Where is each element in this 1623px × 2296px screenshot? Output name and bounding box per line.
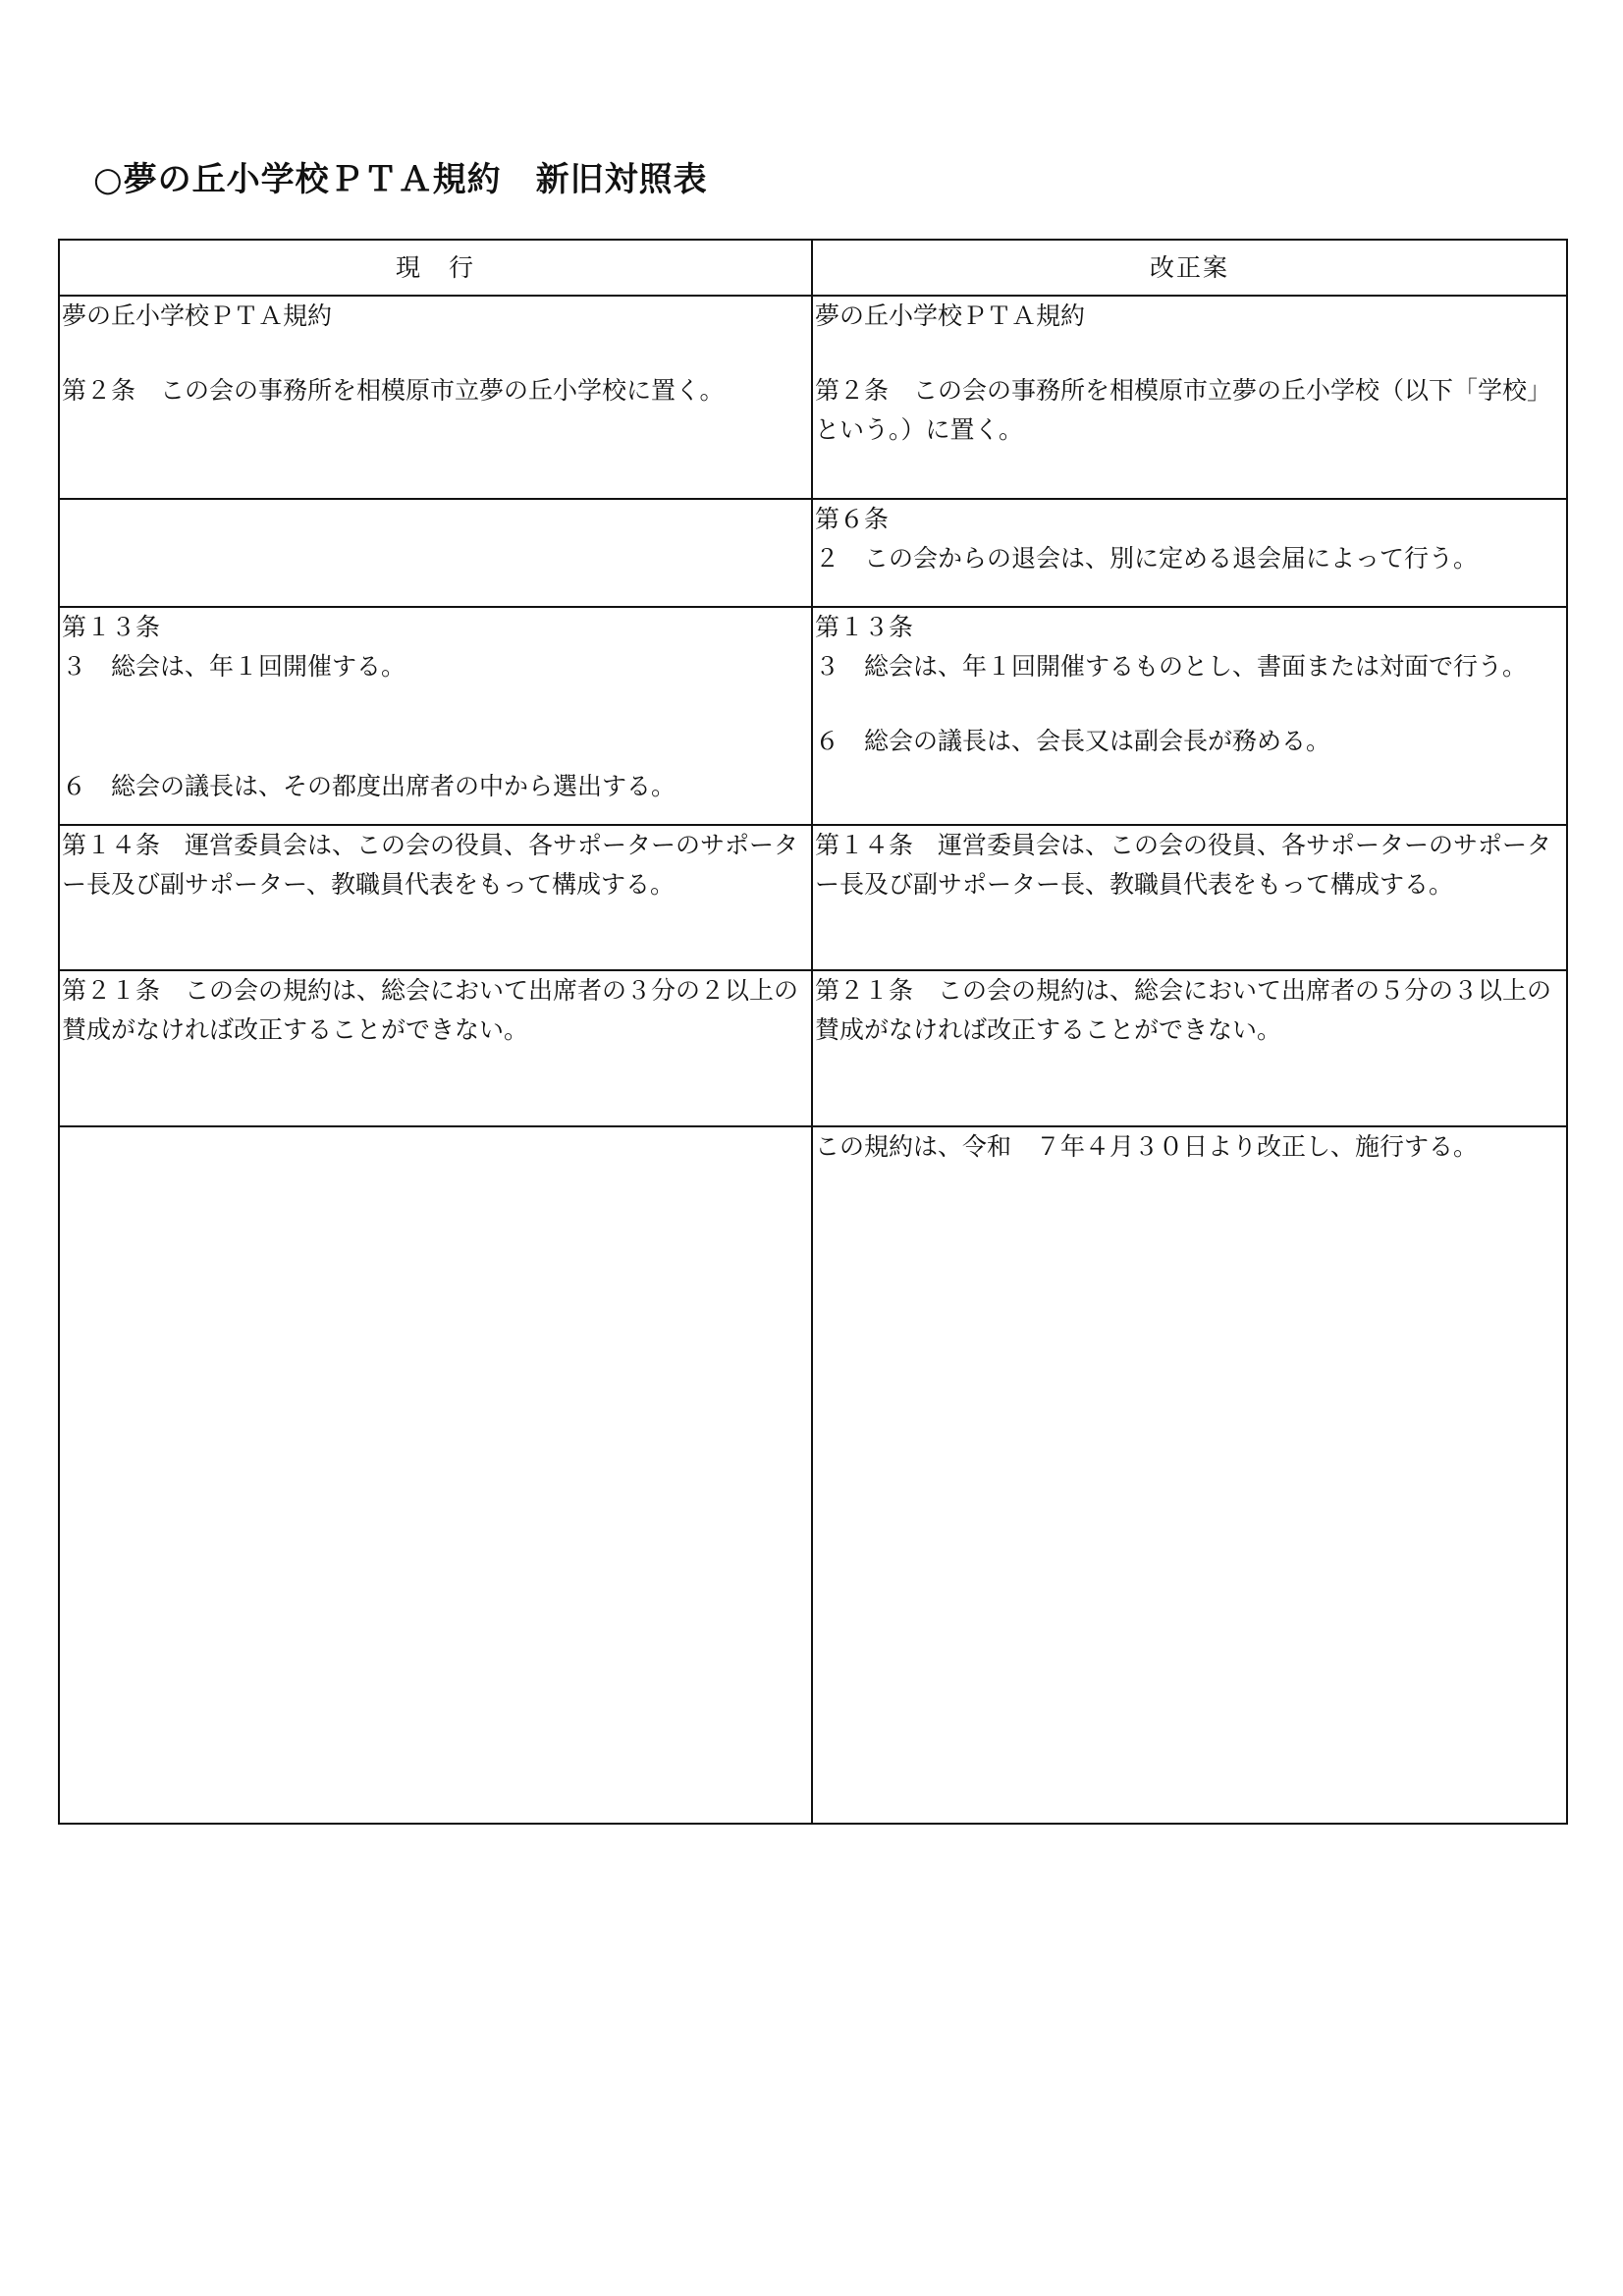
revised-article-13-clause-6: ６ 総会の議長は、会長又は副会長が務める。 (815, 727, 1331, 755)
revised-article-2: 第２条 この会の事務所を相模原市立夢の丘小学校（以下「学校」という。）に置く。 (815, 376, 1552, 444)
revised-article-6-clause-2: ２ この会からの退会は、別に定める退会届によって行う。 (815, 544, 1479, 573)
current-cell (59, 825, 812, 970)
revised-cell (812, 970, 1567, 1126)
revised-article-21: 第２１条 この会の規約は、総会において出席者の５分の３以上の賛成がなければ改正することができない。 (815, 976, 1552, 1044)
current-rules-title: 夢の丘小学校ＰＴＡ規約 (62, 301, 333, 330)
current-cell (59, 499, 812, 607)
current-article-13-heading: 第１３条 (62, 613, 161, 641)
current-article-14: 第１４条 運営委員会は、この会の役員、各サポーターのサポーター長及び副サポーター、教職員代表をもって構成する。 (62, 831, 799, 899)
current-cell (59, 296, 812, 499)
table-row (59, 296, 1567, 499)
table-header-row (59, 240, 1567, 296)
current-article-2: 第２条 この会の事務所を相模原市立夢の丘小学校に置く。 (62, 376, 725, 405)
revised-article-13-clause-3: ３ 総会は、年１回開催するものとし、書面または対面で行う。 (815, 652, 1528, 681)
current-article-21: 第２１条 この会の規約は、総会において出席者の３分の２以上の賛成がなければ改正することができない。 (62, 976, 799, 1044)
revised-article-6-heading: 第６条 (815, 505, 890, 533)
current-cell (59, 970, 812, 1126)
current-cell (59, 1126, 812, 1824)
table-row (59, 825, 1567, 970)
table-row (59, 1126, 1567, 1824)
revised-rules-title: 夢の丘小学校ＰＴＡ規約 (815, 301, 1086, 330)
revised-cell (812, 296, 1567, 499)
current-article-13-clause-3: ３ 総会は、年１回開催する。 (62, 652, 406, 681)
page-title: ○夢の丘小学校ＰＴＡ規約 新旧対照表 (93, 160, 708, 199)
revised-cell (812, 825, 1567, 970)
revised-cell (812, 1126, 1567, 1824)
current-cell (59, 607, 812, 825)
header-current: 現 行 (59, 240, 812, 296)
table-row (59, 607, 1567, 825)
current-article-13-clause-6: ６ 総会の議長は、その都度出席者の中から選出する。 (62, 772, 676, 800)
revised-cell (812, 499, 1567, 607)
header-revised: 改正案 (812, 240, 1567, 296)
revised-article-14: 第１４条 運営委員会は、この会の役員、各サポーターのサポーター長及び副サポーター長、教職員代表をもって構成する。 (815, 831, 1552, 899)
revised-article-13-heading: 第１３条 (815, 613, 914, 641)
revised-supplementary-provision: この規約は、令和 ７年４月３０日より改正し、施行する。 (815, 1132, 1479, 1161)
table-row (59, 499, 1567, 607)
table-row (59, 970, 1567, 1126)
comparison-table (58, 239, 1568, 1825)
revised-cell (812, 607, 1567, 825)
